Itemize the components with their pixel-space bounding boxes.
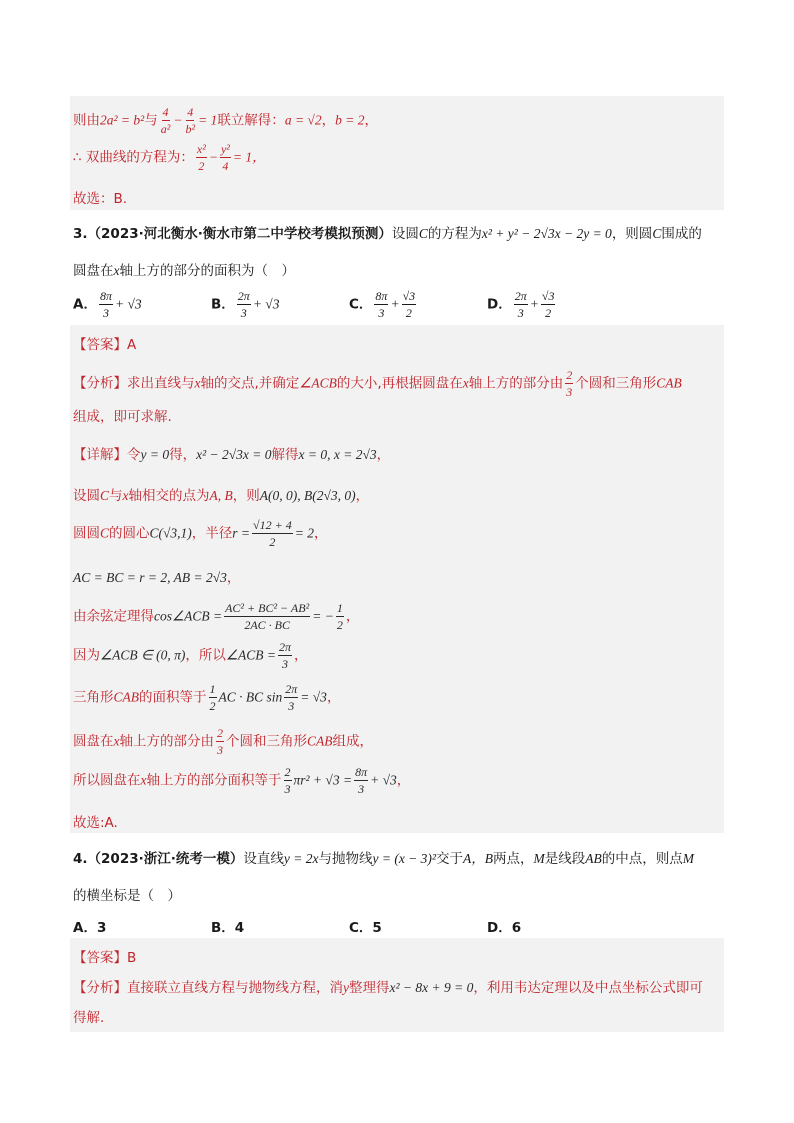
q3-analysis-line-2: 组成，即可求解. — [73, 409, 172, 425]
q4-option-d: D．6 — [487, 920, 522, 936]
q3-stem-line-2: 圆盘在x轴上方的部分的面积为（ ） — [73, 263, 295, 279]
q4-stem-line-2: 的横坐标是（ ） — [73, 888, 181, 904]
q3-answer: 【答案】A — [73, 337, 137, 353]
q3-detail-line-7: 三角形CAB的面积等于 $\frac{1}{2}$ AC · BC sin $\frac{2\pi}{3}$ = √3， — [73, 682, 341, 713]
q3-option-a: A． $\frac{8\pi}{3}$ + √3 — [73, 289, 142, 320]
q3-detail-line-6: 因为∠ACB ∈ (0, π)，所以∠ACB = $\frac{2\pi}{3}$ ， — [73, 640, 308, 671]
q3-detail-line-5: 由余弦定理得cos∠ACB = $\frac{\text{AC² + BC² − AB²}}{2AC \cdot BC}$ = − $\frac{1}{2}$ ， — [73, 601, 360, 632]
q3-detail-line-8: 圆盘在x轴上方的部分由 $\frac{2}{3}$ 个圆和三角形CAB组成， — [73, 726, 373, 757]
q3-detail-line-3: 圆圆C的圆心C(√3,1)，半径r = $\frac{√12 + 4}{2}$ = 2， — [73, 518, 328, 549]
q3-detail-line-2: 设圆C与x轴相交的点为A, B，则A(0, 0), B(2√3, 0)， — [73, 488, 370, 504]
q4-option-a: A．3 — [73, 920, 107, 936]
q4-stem-line-1: 4.（2023·浙江·统考一模）设直线y = 2x与抛物线y = (x − 3)²交于A，B两点，M是线段AB的中点，则点M — [73, 851, 694, 867]
q3-analysis-line-1: 【分析】求出直线与x轴的交点,并确定∠ACB的大小,再根据圆盘在x轴上方的部分由 $\frac{2}{3}$ 个圆和三角形CAB — [73, 368, 682, 399]
q4-option-c: C．5 — [349, 920, 382, 936]
top-line-2: ∴ 双曲线的方程为： $\frac{\text{x²}}{2}$ − $\frac{\text{y²}}{4}$ = 1， — [73, 142, 266, 173]
q4-option-b: B．4 — [211, 920, 245, 936]
q3-option-c: C． $\frac{8\pi}{3}$ + $\frac{√3}{2}$ — [349, 289, 416, 320]
q4-analysis-line-1: 【分析】直接联立直线方程与抛物线方程，消y整理得x² − 8x + 9 = 0，利用韦达定理以及中点坐标公式即可 — [73, 980, 703, 996]
top-line-1: 则由2a² = b²与 $\frac{4}{\text{a²}}$ − $\frac{4}{\text{b²}}$ = 1联立解得：a = √2，b = 2， — [73, 105, 378, 136]
q3-option-b: B． $\frac{2\pi}{3}$ + √3 — [211, 289, 280, 320]
q3-detail-line-1: 【详解】令y = 0得，x² − 2√3x = 0解得x = 0, x = 2√3， — [73, 447, 391, 463]
q3-choose: 故选:A. — [73, 815, 118, 831]
q3-option-d: D． $\frac{2\pi}{3}$ + $\frac{√3}{2}$ — [487, 289, 555, 320]
q3-detail-line-9: 所以圆盘在x轴上方的部分面积等于 $\frac{2}{3}$ πr² + √3 = $\frac{8\pi}{3}$ + √3， — [73, 765, 411, 796]
q4-analysis-line-2: 得解. — [73, 1010, 105, 1026]
top-line-3: 故选：B. — [73, 191, 128, 207]
q4-answer: 【答案】B — [73, 950, 137, 966]
q3-detail-line-4: AC = BC = r = 2, AB = 2√3， — [73, 570, 241, 586]
q3-stem-line-1: 3.（2023·河北衡水·衡水市第二中学校考模拟预测）设圆C的方程为x² + y² − 2√3x − 2y = 0，则圆C围成的 — [73, 226, 702, 242]
